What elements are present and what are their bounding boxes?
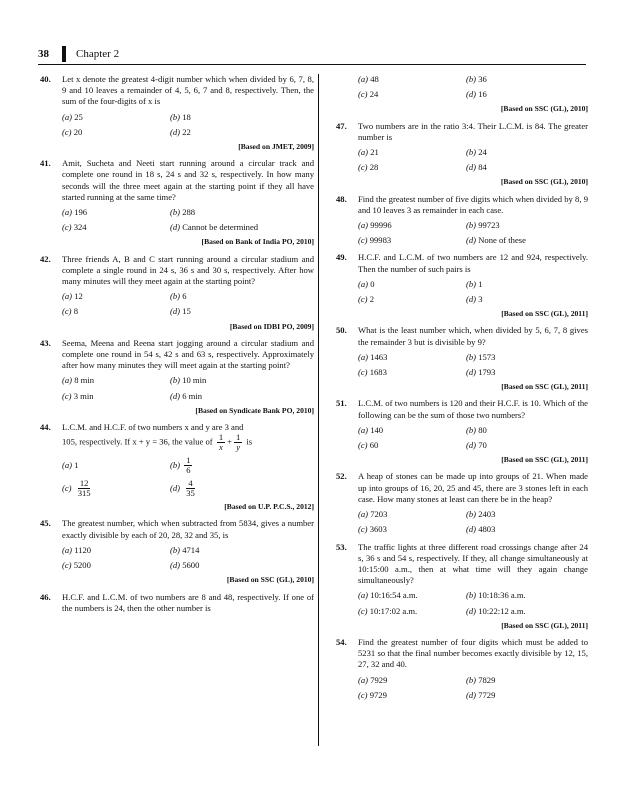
question-40 [40, 74, 314, 152]
option-c [358, 294, 466, 305]
option-value: 99996 [370, 220, 392, 231]
option-value: 10:22:12 a.m. [478, 605, 526, 616]
option-a [358, 509, 466, 520]
fraction-numerator: 12 [79, 478, 89, 489]
option-label: (b) [170, 111, 181, 122]
option-label: (d) [466, 440, 477, 451]
question-number: 42. [40, 253, 51, 264]
option-label: (c) [358, 367, 368, 378]
option-label: (d) [170, 390, 181, 401]
option-label: (b) [170, 460, 181, 471]
source-citation: [Based on SSC (GL), 2011] [501, 620, 588, 630]
option-value: 6 min [182, 390, 203, 401]
option-a [62, 375, 170, 386]
option-label: (c) [62, 306, 72, 317]
answer-options [62, 456, 314, 498]
option-label: (b) [170, 544, 181, 555]
option-d [170, 479, 314, 498]
option-label: (a) [358, 590, 369, 601]
question-text [62, 422, 314, 452]
source-citation: [Based on SSC (GL), 2010] [500, 104, 588, 114]
question-number: 43. [40, 337, 51, 348]
option-value: 5600 [182, 560, 200, 571]
option-b [170, 545, 314, 556]
option-label: (c) [358, 89, 368, 100]
option-label: (a) [358, 278, 369, 289]
option-value: 80 [478, 424, 487, 435]
option-value: 2403 [478, 509, 496, 520]
question-54 [336, 637, 588, 701]
option-d [466, 235, 588, 246]
option-label: (c) [62, 222, 72, 233]
fraction-denominator: 6 [186, 465, 191, 476]
option-value: 10:18:36 a.m. [478, 590, 526, 601]
option-value: 140 [370, 424, 384, 435]
option-value: 4803 [478, 524, 496, 535]
question-number: 54. [336, 636, 347, 647]
option-b [170, 456, 314, 475]
question [40, 338, 314, 372]
question-list-right [336, 121, 588, 701]
option-b [170, 207, 314, 218]
option-label: (b) [466, 278, 477, 289]
question-number: 53. [336, 541, 347, 552]
option-value: 10:17:02 a.m. [369, 605, 418, 616]
option-d [466, 440, 588, 451]
source-citation: [Based on IDBI PO, 2009] [229, 321, 314, 331]
option-label: (c) [62, 126, 72, 137]
question-45 [40, 518, 314, 585]
option-label: (a) [62, 375, 73, 386]
question-number: 47. [336, 120, 347, 131]
option-label: (d) [466, 524, 477, 535]
fraction-numerator: 1 [235, 432, 241, 443]
question-text: What is the least number which, when divided by 5, 6, 7, 8 gives the remainder 3 but is divisible by 9? [358, 325, 588, 347]
option-c [358, 440, 466, 451]
option-c [62, 479, 170, 498]
option-b [466, 590, 588, 601]
option-value: 1 [478, 278, 483, 289]
option-d [170, 391, 314, 402]
question-49 [336, 252, 588, 319]
question-number: 49. [336, 252, 347, 263]
option-a [358, 147, 466, 158]
answer-options [358, 147, 588, 173]
option-value: 0 [370, 278, 375, 289]
option-value: 196 [74, 207, 88, 218]
question-text: L.C.M. of two numbers is 120 and their H.C.F. is 10. Which of the following can be the sum of those two numbers? [358, 398, 588, 420]
option-value: 24 [478, 147, 487, 158]
option-value: 25 [74, 111, 83, 122]
option-label: (d) [170, 222, 181, 233]
option-a [62, 456, 170, 475]
question-text: Two numbers are in the ratio 3:4. Their L.C.M. is 84. The greater number is [358, 120, 588, 142]
option-b [466, 425, 588, 436]
option-c [358, 606, 466, 617]
source-citation: [Based on Syndicate Bank PO, 2010] [195, 405, 314, 415]
option-label: (d) [170, 126, 181, 137]
option-a [358, 279, 466, 290]
fraction-numerator: 1 [186, 455, 191, 466]
option-b [466, 279, 588, 290]
option-label: (a) [358, 74, 369, 84]
option-value: 18 [182, 111, 191, 122]
answer-options [358, 279, 588, 305]
option-b [466, 509, 588, 520]
question [336, 398, 588, 420]
option-a [62, 545, 170, 556]
option-a [358, 220, 466, 231]
question [40, 592, 314, 614]
question-44 [40, 422, 314, 512]
page-header [38, 46, 594, 66]
question-text: Find the greatest number of five digits which when divided by 8, 9 and 10 leaves 3 as remainder in each case. [358, 193, 588, 215]
option-c [358, 524, 466, 535]
option-c [358, 235, 466, 246]
option-label: (b) [466, 509, 477, 520]
answer-options [358, 352, 588, 378]
option-a [358, 675, 466, 686]
option-b [466, 220, 588, 231]
option-label: (b) [466, 674, 477, 685]
option-c [62, 127, 170, 138]
option-label: (b) [170, 291, 181, 302]
option-b [170, 375, 314, 386]
question-text: H.C.F. and L.C.M. of two numbers are 12 and 924, respectively. Then the number of such pairs is [358, 252, 588, 274]
option-value: 7203 [370, 509, 388, 520]
option-label: (b) [466, 220, 477, 231]
option-label: (c) [358, 524, 368, 535]
option-label: (c) [62, 483, 72, 494]
option-label: (d) [466, 89, 477, 100]
question [40, 518, 314, 540]
option-value: 48 [370, 74, 379, 84]
option-value: 12 [74, 291, 83, 302]
option-value: 36 [478, 74, 487, 84]
left-column [40, 74, 314, 620]
question [336, 637, 588, 671]
option-label: (c) [358, 235, 368, 246]
fraction-denominator: 35 [186, 488, 195, 499]
option-a [358, 590, 466, 601]
option-label: (d) [466, 162, 477, 173]
question [336, 471, 588, 505]
option-label: (a) [358, 509, 369, 520]
answer-options [358, 590, 588, 616]
option-label: (d) [170, 560, 181, 571]
answer-options [358, 675, 588, 701]
question-text: Find the greatest number of four digits which must be added to 5231 so that the final number becomes exactly divisible by 12, 15, 27, 32 and 40. [358, 636, 588, 670]
question-46 [40, 592, 314, 614]
option-value: 99723 [478, 220, 500, 231]
option-a [358, 74, 466, 85]
option-value: 1463 [370, 351, 388, 362]
option-c [62, 222, 170, 233]
option-c [358, 162, 466, 173]
source-citation: [Based on SSC (GL), 2011] [501, 382, 588, 392]
option-b [466, 352, 588, 363]
option-value: 2 [369, 294, 374, 305]
option-value: 6 [182, 291, 187, 302]
source-citation: [Based on U.P. P.C.S., 2012] [224, 502, 314, 512]
question [40, 254, 314, 288]
option-label: (a) [62, 111, 73, 122]
option-label: (c) [62, 560, 72, 571]
option-value: 7929 [370, 674, 388, 685]
page-number: 38 [38, 48, 49, 60]
option-label: (d) [466, 605, 477, 616]
option-d [170, 222, 314, 233]
option-value: 7729 [478, 689, 496, 700]
right-column [336, 74, 588, 707]
option-value: 8 [73, 306, 78, 317]
question [336, 194, 588, 216]
option-value: 24 [369, 89, 379, 100]
answer-options [358, 220, 588, 246]
question-number: 40. [40, 74, 51, 84]
answer-options [358, 425, 588, 451]
option-label: (c) [358, 605, 368, 616]
question-text: The greatest number, which when subtracted from 5834, gives a number exactly divisible by each of 20, 28, 32 and 35, is [62, 518, 314, 540]
option-a [358, 352, 466, 363]
option-a [62, 291, 170, 302]
option-value: 1 [74, 460, 79, 471]
option-value: 3603 [369, 524, 387, 535]
option-label: (a) [358, 147, 369, 158]
option-value: 1793 [478, 367, 496, 378]
option-b [466, 74, 588, 85]
option-label: (c) [358, 440, 368, 451]
option-value: 16 [478, 89, 487, 100]
option-value: 20 [73, 126, 83, 137]
option-c [62, 560, 170, 571]
option-label: (a) [358, 220, 369, 231]
answer-options [62, 375, 314, 401]
question-52 [336, 471, 588, 535]
chapter-title: Chapter 2 [76, 48, 120, 60]
question [336, 252, 588, 274]
option-a [62, 112, 170, 123]
option-d [466, 690, 588, 701]
option-value: 84 [478, 162, 487, 173]
fraction-numerator: 1 [218, 432, 224, 443]
option-d [466, 89, 588, 100]
question-text-line: L.C.M. and H.C.F. of two numbers x and y are 3 and [62, 422, 244, 433]
option-label: (d) [466, 294, 477, 305]
option-value: 10 min [182, 375, 207, 386]
option-label: (a) [62, 544, 73, 555]
option-d [466, 162, 588, 173]
source-citation: [Based on SSC (GL), 2011] [501, 455, 588, 465]
option-b [170, 291, 314, 302]
option-value: 10:16:54 a.m. [370, 590, 418, 601]
option-value: 8 min [74, 375, 95, 386]
option-value: 3 [478, 294, 483, 305]
option-value: 21 [370, 147, 379, 158]
option-label: (a) [358, 351, 369, 362]
header-divider-bar [62, 46, 66, 62]
option-value: 7829 [478, 674, 496, 685]
option-label: (d) [170, 483, 181, 494]
option-label: (c) [358, 689, 368, 700]
option-label: (c) [62, 390, 72, 401]
option-c [62, 391, 170, 402]
question-number: 44. [40, 422, 51, 433]
option-value: 288 [182, 207, 196, 218]
source-citation: [Based on SSC (GL), 2010] [226, 575, 314, 585]
option-value: 1573 [478, 351, 496, 362]
option-value: 3 min [73, 390, 94, 401]
answer-options [358, 509, 588, 535]
option-label: (b) [466, 74, 477, 84]
option-label: (a) [62, 207, 73, 218]
option-label: (d) [466, 689, 477, 700]
question-text: Three friends A, B and C start running around a circular stadium and complete a single round in 24 s, 36 s and 30 s, respectively. After how many minutes will they meet again at the starting point? [62, 253, 314, 287]
option-value: 5200 [73, 560, 91, 571]
question-text: Let x denote the greatest 4-digit number which when divided by 6, 7, 8, 9 and 10 leaves a remainder of 4, 5, 6, 7 and 8, respectively. Then, the sum of the four-digits of x is [62, 74, 314, 107]
option-value: None of these [478, 235, 526, 246]
option-value: 22 [182, 126, 191, 137]
option-a [358, 425, 466, 436]
option-b [170, 112, 314, 123]
question [40, 158, 314, 203]
fraction-denominator: 315 [77, 488, 91, 499]
plus-sign: + [227, 436, 232, 447]
fraction [184, 456, 192, 475]
fraction-denominator: x [219, 442, 223, 453]
source-citation: [Based on SSC (GL), 2011] [501, 309, 588, 319]
option-d [170, 560, 314, 571]
question-51 [336, 398, 588, 465]
option-d [466, 606, 588, 617]
header-rule [38, 64, 586, 65]
option-d [466, 524, 588, 535]
question-text-line: 105, respectively. If x + y = 36, the value of [62, 436, 213, 447]
option-label: (b) [170, 207, 181, 218]
answer-options [62, 112, 314, 138]
question-text: A heap of stones can be made up into groups of 21. When made up into groups of 16, 20, 25 and 45, there are 3 stones left in each case. How many stones at least can there be in the heap? [358, 471, 588, 504]
option-value: 70 [478, 440, 487, 451]
source-citation: [Based on JMET, 2009] [238, 142, 314, 152]
question-number: 41. [40, 158, 51, 169]
option-d [466, 294, 588, 305]
option-d [170, 127, 314, 138]
option-value: 28 [369, 162, 379, 173]
option-c [62, 306, 170, 317]
fraction [234, 433, 242, 452]
option-d [170, 306, 314, 317]
option-a [62, 207, 170, 218]
option-label: (d) [466, 367, 477, 378]
question [40, 74, 314, 108]
option-label: (a) [62, 291, 73, 302]
option-label: (d) [466, 235, 477, 246]
question-48 [336, 194, 588, 247]
fraction [217, 433, 225, 452]
option-d [466, 367, 588, 378]
question [336, 542, 588, 587]
option-value: 324 [73, 222, 87, 233]
question-text: H.C.F. and L.C.M. of two numbers are 8 and 48, respectively. If one of the numbers is 24, then the other number is [62, 591, 314, 613]
question-number: 52. [336, 471, 347, 482]
option-label: (a) [62, 460, 73, 471]
option-c [358, 690, 466, 701]
source-citation: [Based on SSC (GL), 2010] [500, 177, 588, 187]
question-43 [40, 338, 314, 416]
option-value: 60 [369, 440, 379, 451]
question-42 [40, 254, 314, 332]
option-c [358, 367, 466, 378]
option-label: (c) [358, 162, 368, 173]
option-c [358, 89, 466, 100]
option-label: (a) [358, 424, 369, 435]
option-value: 15 [182, 306, 191, 317]
option-value: 1120 [74, 544, 92, 555]
option-b [466, 147, 588, 158]
question-text: Seema, Meena and Reena start jogging around a circular stadium and complete one round in 54 s, 42 s and 63 s, respectively. Approximately after how many minutes they will meet again at the starting point? [62, 337, 314, 371]
column-divider [318, 74, 319, 746]
question-text: Amit, Sucheta and Neeti start running around a circular track and complete one round in 18 s, 24 s and 32 s, respectively. In how many seconds will the three meet again at the starting point if they all have started running at the same time? [62, 158, 314, 202]
fraction-denominator: y [236, 442, 241, 453]
question-47 [336, 121, 588, 188]
option-value: 99983 [369, 235, 392, 246]
source-citation: [Based on Bank of India PO, 2010] [201, 237, 314, 247]
question [40, 422, 314, 452]
option-label: (a) [358, 674, 369, 685]
option-label: (b) [170, 375, 181, 386]
question-list-left-2 [40, 518, 314, 613]
fraction [76, 479, 93, 498]
question-number: 50. [336, 325, 347, 336]
question-list-left [40, 74, 314, 416]
option-label: (c) [358, 294, 368, 305]
option-value: Cannot be determined [182, 222, 259, 233]
option-label: (b) [466, 351, 477, 362]
option-value: 4714 [182, 544, 200, 555]
answer-options-q46 [358, 74, 588, 100]
question [336, 121, 588, 143]
answer-options [62, 207, 314, 233]
question-41 [40, 158, 314, 247]
option-b [466, 675, 588, 686]
option-value: 9729 [369, 689, 387, 700]
question-number: 51. [336, 398, 347, 409]
question-number: 46. [40, 591, 51, 602]
option-label: (d) [170, 306, 181, 317]
answer-options [62, 545, 314, 571]
option-label: (b) [466, 590, 477, 601]
option-label: (b) [466, 147, 477, 158]
option-value: 1683 [369, 367, 387, 378]
question-number: 45. [40, 518, 51, 529]
fraction-numerator: 4 [188, 478, 193, 489]
answer-options [62, 291, 314, 317]
fraction [184, 479, 197, 498]
question-number: 48. [336, 193, 347, 204]
option-label: (b) [466, 424, 477, 435]
question-50 [336, 325, 588, 392]
question-text-end: is [246, 436, 253, 447]
question-text: The traffic lights at three different road crossings change after 24 s, 36 s and 54 s, respectively. If they, all change simultaneously at 10:15:00 a.m., then at what time will they again change simultaneously? [358, 541, 588, 586]
question-53 [336, 542, 588, 631]
question [336, 325, 588, 347]
